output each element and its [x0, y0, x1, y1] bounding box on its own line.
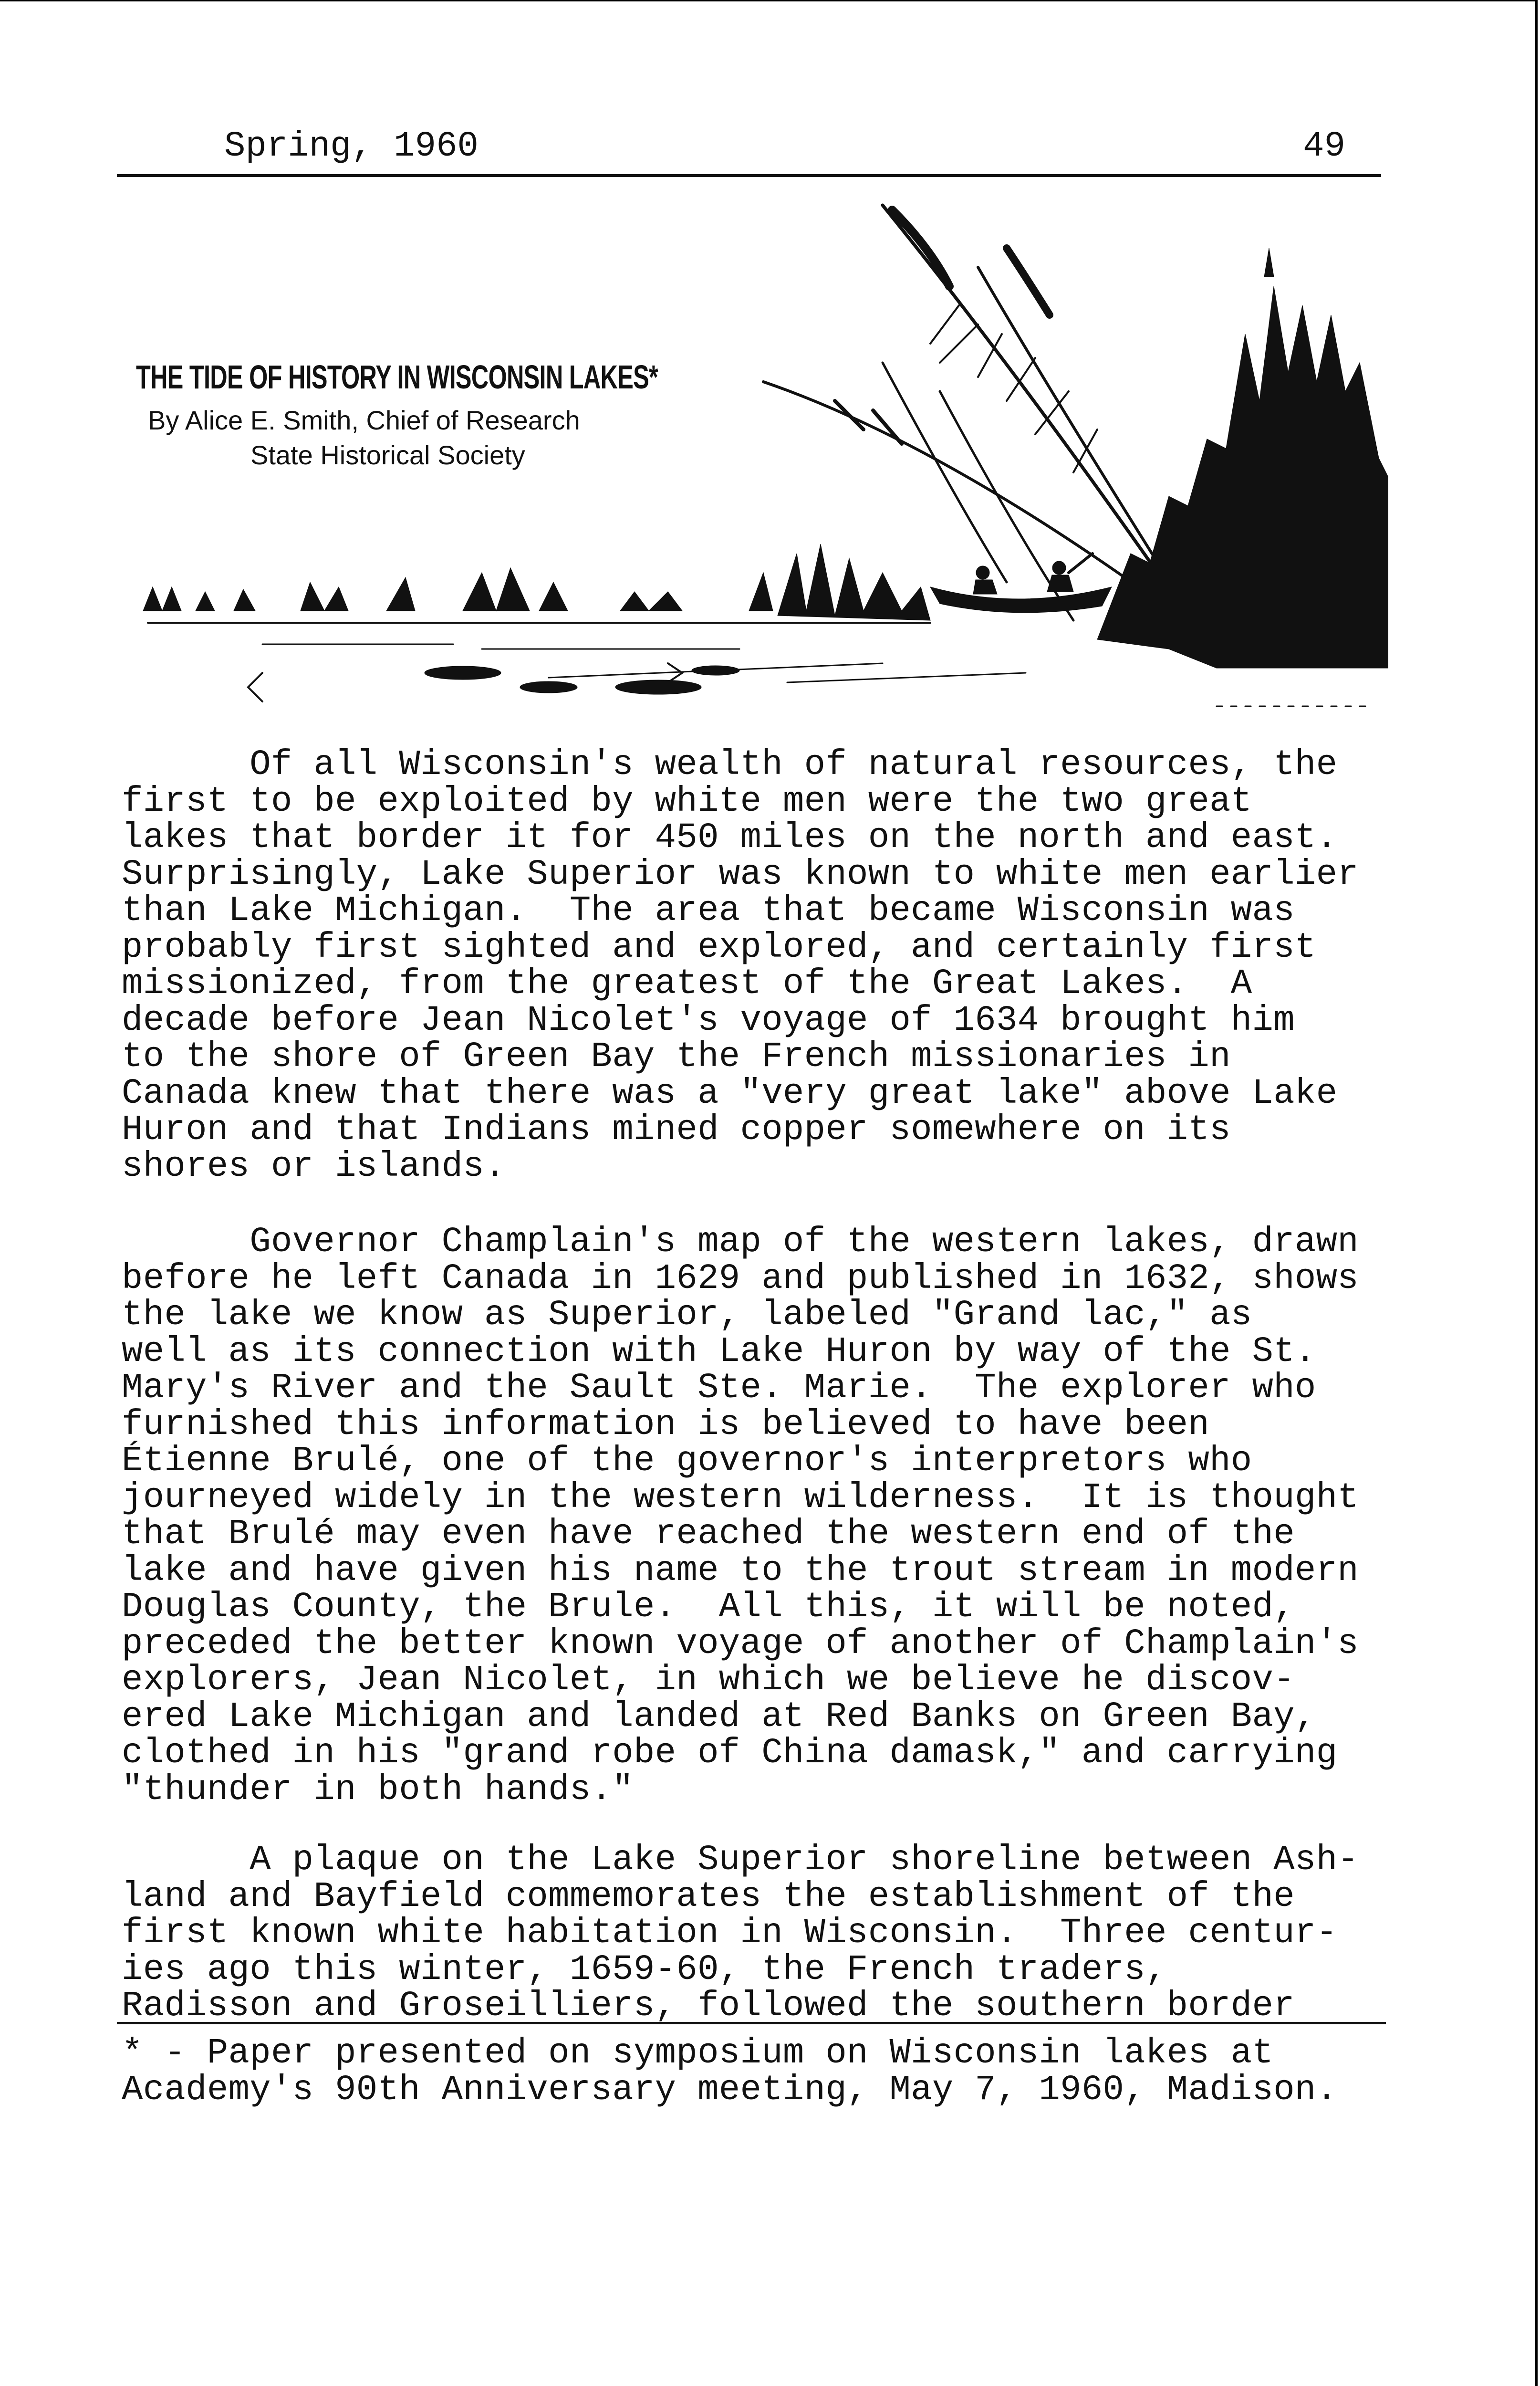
issue-date: Spring, 1960 [224, 126, 479, 167]
body-paragraph: Governor Champlain's map of the western lakes, drawn before he left Canada in 1629 and published in 1632, shows the lake we know as Superior, labeled "Grand lac," as well as its connection with Lake Huron by way of the St. Mary's River and the Sault Ste. Marie. The explorer who furnished this information is believed to have been Étienne Brulé, one of the governor's interpretors who journeyed widely in the western wilderness. It is thought that Brulé may even have reached the western end of the lake and have given his name to the trout stream in modern Douglas County, the Brule. All this, it will be noted, preceded the better known voyage of another of Champlain's explorers, Jean Nicolet, in which we believe he discov- ered Lake Michigan and landed at Red Banks on Green Bay, clothed in his "grand robe of China damask," and carrying "thunder in both hands." [122, 1222, 1359, 1810]
article-title: THE TIDE OF HISTORY IN WISCONSIN LAKES* [136, 358, 658, 396]
footnote: * - Paper presented on symposium on Wisconsin lakes at Academy's 90th Anniversary meeting, May 7, 1960, Madison. [122, 2033, 1338, 2110]
page-number: 49 [1303, 126, 1345, 167]
article-byline: By Alice E. Smith, Chief of Research [148, 405, 580, 435]
article-title-block [136, 358, 756, 471]
article-organization: State Historical Society [250, 440, 525, 470]
body-paragraph: A plaque on the Lake Superior shoreline between Ash- land and Bayfield commemorates the establishment of the first known white habitation in Wisconsin. Three centur- ies ago this winter, 1659-60, the French traders, Radisson and Groseilliers, followed the southern border [122, 1840, 1359, 2026]
running-header [224, 126, 1355, 169]
header-rule [117, 174, 1381, 177]
footnote-rule [117, 2022, 1386, 2024]
body-paragraph: Of all Wisconsin's wealth of natural resources, the first to be exploited by white men were the two great lakes that border it for 450 miles on the north and east. Surprisingly, Lake Superior was known to white men earlier than Lake Michigan. The area that became Wisconsin was probably first sighted and explored, and certainly first missionized, from the greatest of the Great Lakes. A decade before Jean Nicolet's voyage of 1634 brought him to the shore of Green Bay the French missionaries in Canada knew that there was a "very great lake" above Lake Huron and that Indians mined copper somewhere on its shores or islands. [122, 745, 1359, 1187]
